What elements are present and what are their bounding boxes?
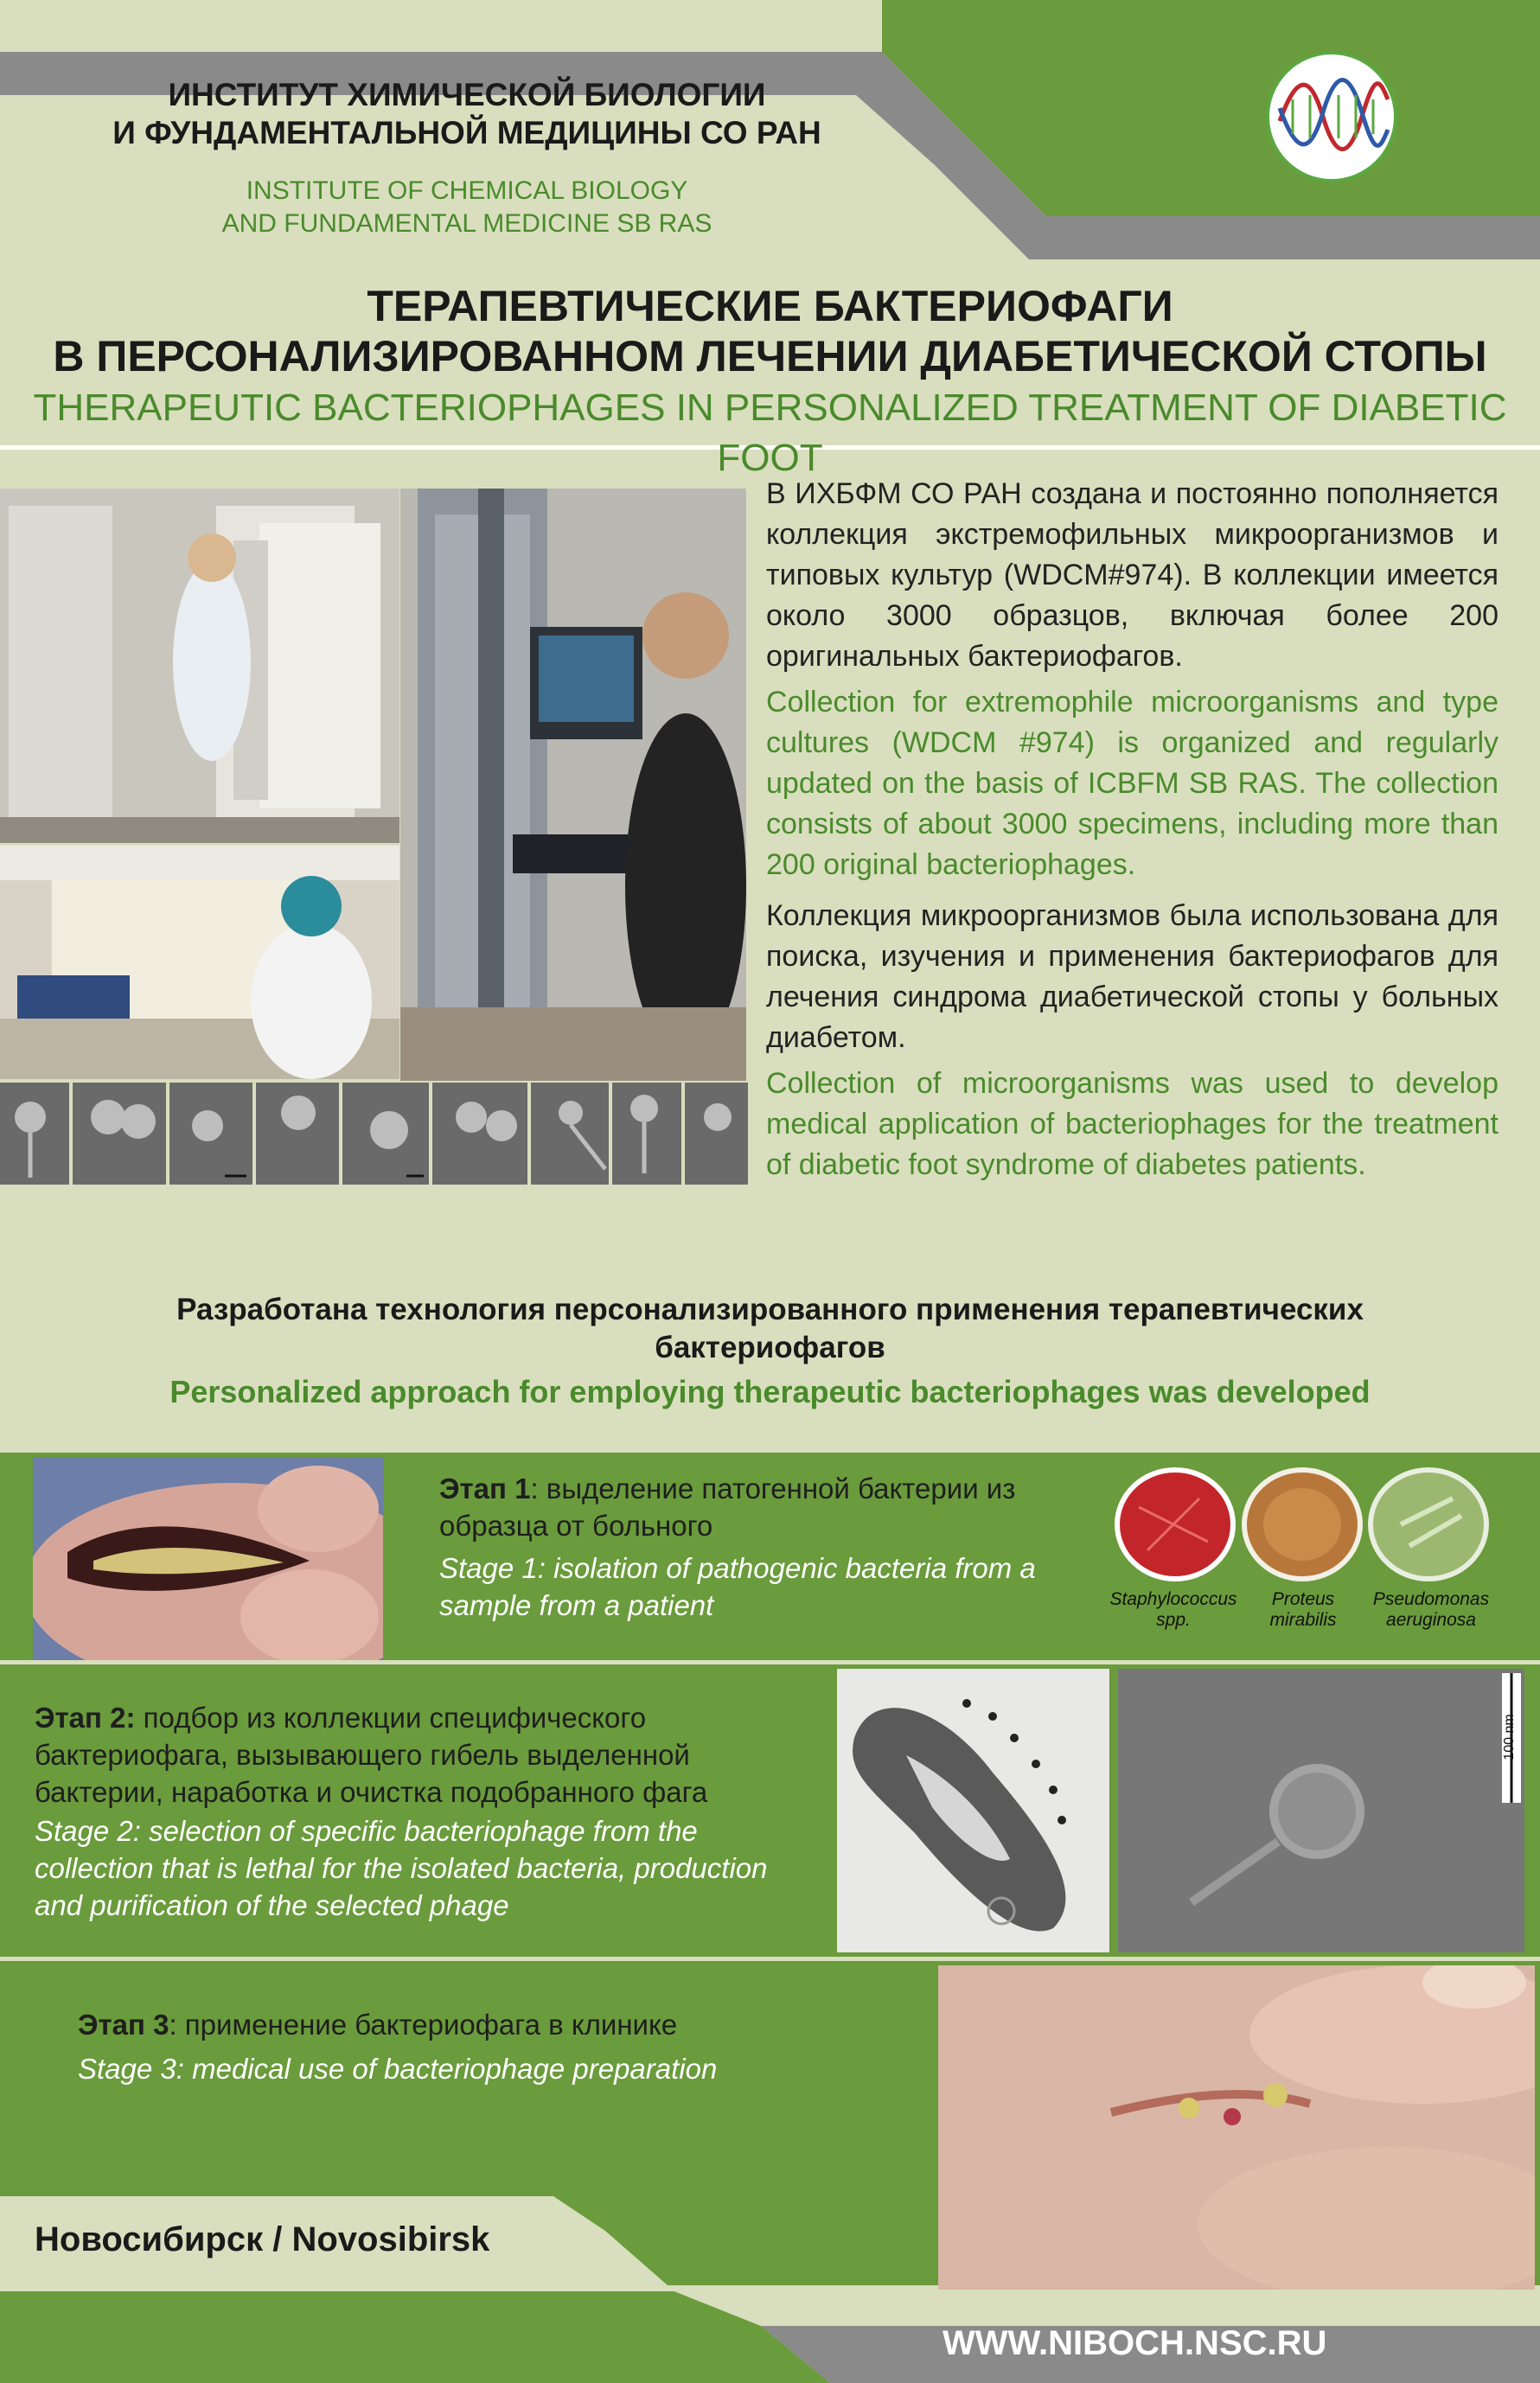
stage1-label: Этап 1 (439, 1473, 531, 1505)
stage3-label: Этап 3 (78, 2009, 169, 2041)
approach-heading-en: Personalized approach for employing therapeutic bacteriophages was developed (169, 1374, 1371, 1409)
scale-bar-label: 100 nm (1502, 1714, 1517, 1760)
poster-title-en: THERAPEUTIC BACTERIOPHAGES IN PERSONALIZED TREATMENT OF DIABETIC FOOT (33, 387, 1507, 479)
approach-heading-ru: Разработана технология персонализированного применения терапевтических бактериофагов (176, 1293, 1364, 1364)
institute-name-ru-line2: И ФУНДАМЕНТАЛЬНОЙ МЕДИЦИНЫ СО РАН (112, 115, 821, 150)
institute-name-en (0, 175, 934, 240)
stage1-text-en: Stage 1: isolation of pathogenic bacteria from a sample from a patient (439, 1552, 1036, 1621)
photo-laminar-box (0, 846, 399, 1079)
approach-heading (69, 1291, 1471, 1414)
petri-dish-proteus-icon (1240, 1464, 1365, 1585)
intro-paragraph-en-1: Collection for extremophile microorganisms and type cultures (WDCM #974) is organized and regularly updated on the basis of ICBFM SB RAS. The collection consists of about 3000 specimens, including more than 200 original bacteriophages. (766, 686, 1498, 881)
stage3-text-en: Stage 3: medical use of bacteriophage preparation (78, 2053, 718, 2085)
phage-micrographs-strip (0, 1083, 748, 1186)
photo-diabetic-foot-wound (33, 1457, 383, 1660)
dish-label-pseudomonas-line1: Pseudomonas (1372, 1589, 1490, 1609)
stage3-text (78, 2006, 856, 2087)
dish-label-staphylococcus-line1: Staphylococcus (1109, 1589, 1237, 1609)
petri-dishes (1109, 1464, 1506, 1650)
poster-title (0, 281, 1540, 483)
stage1-text (439, 1470, 1096, 1624)
photo-phage-tem (1118, 1669, 1524, 1952)
dish-label-staphylococcus (1109, 1589, 1238, 1631)
intro-paragraph-en-2: Collection of microorganisms was used to develop medical application of bacteriophages for the treatment of diabetic foot syndrome of diabetes patients. (766, 1067, 1498, 1181)
dna-helix-logo-icon (1262, 48, 1401, 186)
petri-dish-pseudomonas-icon (1366, 1464, 1492, 1585)
dish-label-staphylococcus-line2: spp. (1156, 1610, 1191, 1630)
dish-label-proteus (1238, 1589, 1368, 1631)
dish-label-proteus-line1: Proteus (1271, 1589, 1335, 1609)
photo-bacterium-tem (837, 1669, 1109, 1952)
intro-text (766, 474, 1498, 1185)
stage3-text-ru: : применение бактериофага в клинике (169, 2009, 678, 2041)
intro-paragraph-ru-2: Коллекция микроорганизмов была использована для поиска, изучения и применения бактериофагов для лечения синдрома диабетической стопы у больных диабетом. (766, 899, 1498, 1054)
footer-url[interactable]: WWW.NIBOCH.NSC.RU (943, 2324, 1327, 2362)
photo-lab-freezer (0, 489, 399, 843)
poster-title-ru-line2: В ПЕРСОНАЛИЗИРОВАННОМ ЛЕЧЕНИИ ДИАБЕТИЧЕСКОЙ СТОПЫ (53, 332, 1487, 380)
dish-label-pseudomonas-line2: aeruginosa (1386, 1610, 1476, 1630)
institute-name-en-line1: INSTITUTE OF CHEMICAL BIOLOGY (246, 176, 688, 205)
institute-name-ru (0, 76, 934, 152)
institute-name-en-line2: AND FUNDAMENTAL MEDICINE SB RAS (221, 209, 712, 238)
footer-city: Новосибирск / Novosibirsk (35, 2220, 490, 2258)
stage2-text-ru: подбор из коллекции специфического бактериофага, вызывающего гибель выделенной бактерии, наработка и очистка подобранного фага (35, 1702, 708, 1808)
institute-name-ru-line1: ИНСТИТУТ ХИМИЧЕСКОЙ БИОЛОГИИ (168, 77, 766, 112)
stage1-text-ru: : выделение патогенной бактерии из образца от больного (439, 1473, 1016, 1542)
dish-label-proteus-line2: mirabilis (1269, 1610, 1337, 1630)
stage2-text (35, 1699, 817, 1924)
poster-title-ru-line1: ТЕРАПЕВТИЧЕСКИЕ БАКТЕРИОФАГИ (367, 282, 1173, 330)
petri-dish-staphylococcus-icon (1113, 1464, 1238, 1585)
intro-paragraph-ru-1: В ИХБФМ СО РАН создана и постоянно пополняется коллекция экстремофильных микроорганизмов и типовых культур (WDCM#974). В коллекции имеется около 3000 образцов, включая более 200 оригинальных бактериофагов. (766, 477, 1498, 673)
photo-electron-microscope (400, 489, 746, 1081)
dish-label-pseudomonas (1366, 1589, 1496, 1631)
stage2-label: Этап 2: (35, 1702, 136, 1734)
stage2-text-en: Stage 2: selection of specific bacteriophage from the collection that is lethal for the isolated bacteria, production and purification of the selected phage (35, 1815, 768, 1921)
